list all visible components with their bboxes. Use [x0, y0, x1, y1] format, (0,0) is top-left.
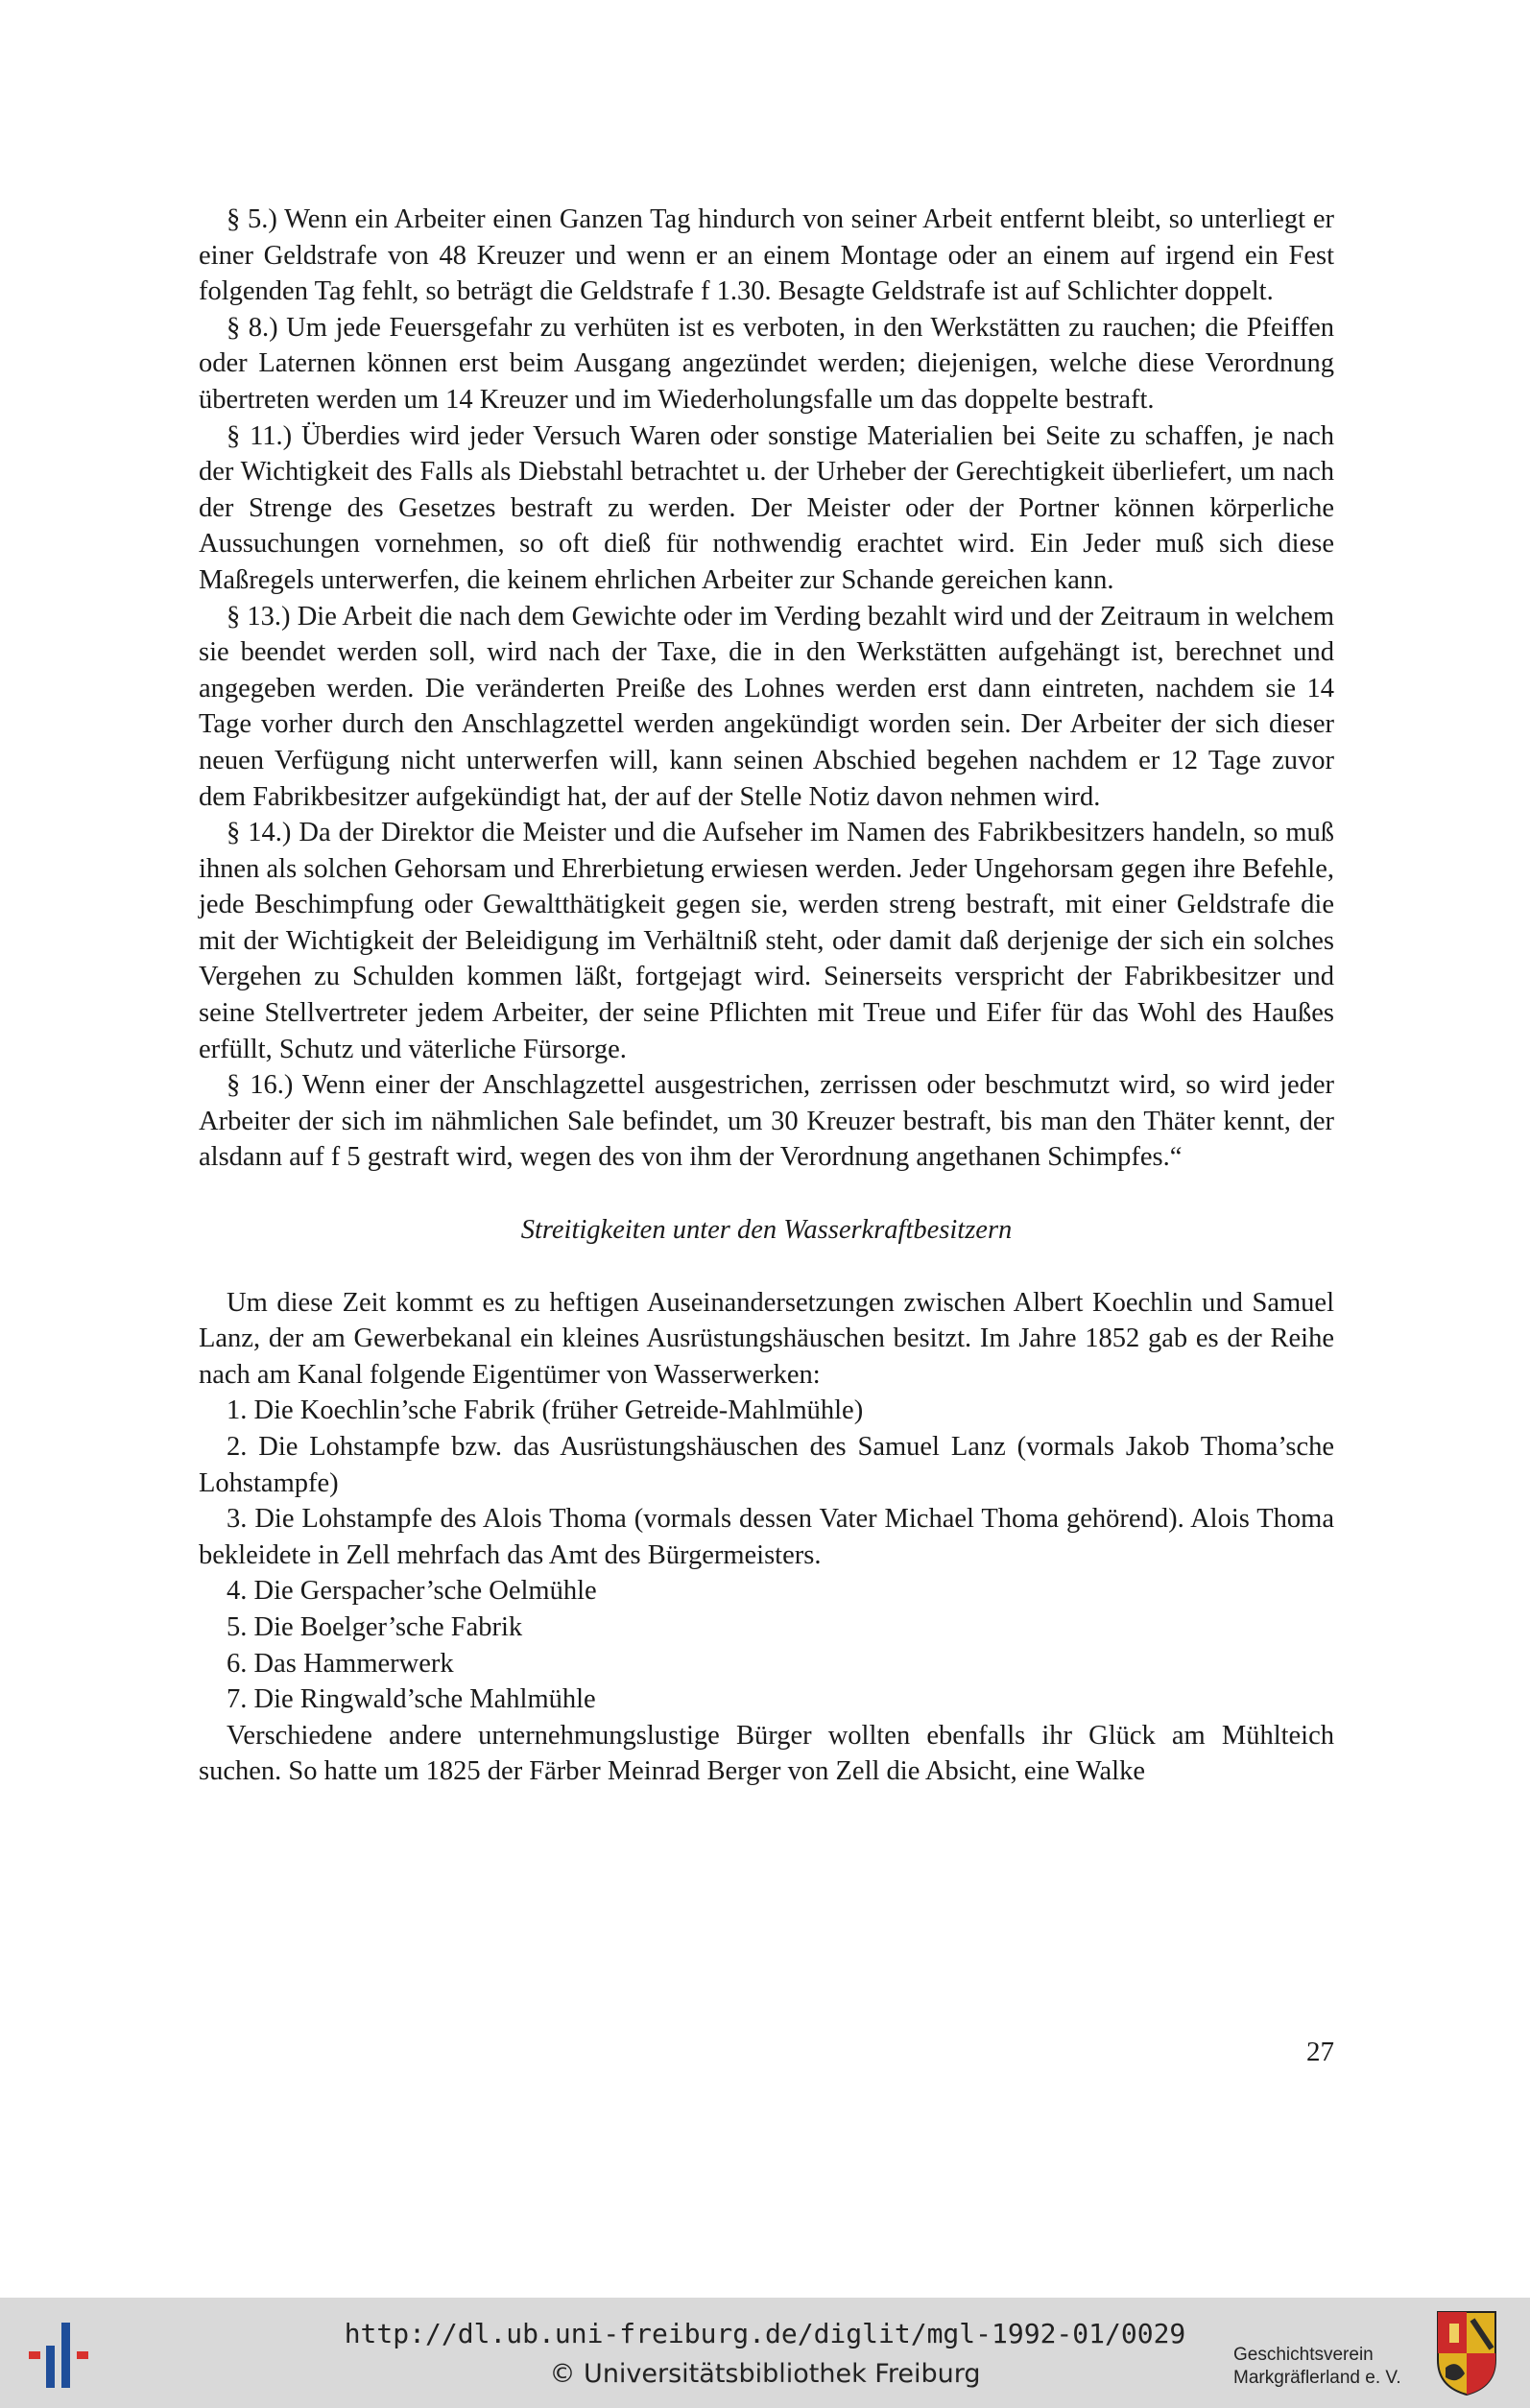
coat-of-arms-icon: [1436, 2310, 1497, 2396]
list-item: 4. Die Gerspacher’sche Oelmühle: [227, 1576, 597, 1607]
list-item: 7. Die Ringwald’sche Mahlmühle: [227, 1684, 596, 1715]
footer-bar: [0, 2298, 1530, 2408]
list-item: 2. Die Lohstampfe bzw. das Ausrüstungshäuschen des Samuel Lanz (vormals Jakob Thoma’sche Lohstampfe): [199, 1432, 1334, 1498]
paragraph-5: § 5.) Wenn ein Arbeiter einen Ganzen Tag hindurch von seiner Arbeit entfernt bleibt, so unterliegt er einer Geldstrafe von 48 Kreuzer und wenn er an einem Montage oder an einem auf irgend ein Fest folgenden Tag fehlt, so beträgt die Geldstrafe f 1.30. Besagte Geldstrafe ist auf Schlichter doppelt.: [199, 204, 1334, 307]
paragraph-16: § 16.) Wenn einer der Anschlagzettel ausgestrichen, zerrissen oder beschmutzt wird, so wird jeder Arbeiter der sich im nähmlichen Sale befindet, um 30 Kreuzer bestraft, bis man den Thäter kennt, der alsdann auf f 5 gestraft wird, wegen des von ihm der Verordnung angethanen Schimpfes.“: [199, 1070, 1334, 1173]
society-name: [1233, 2344, 1416, 2390]
copyright-text: © Universitätsbibliothek Freiburg: [549, 2359, 981, 2389]
society-name-line1: Geschichtsverein: [1233, 2345, 1374, 2365]
paragraph-8: § 8.) Um jede Feuersgefahr zu verhüten ist es verboten, in den Werkstätten zu rauchen; die Pfeiffen oder Laternen können erst beim Ausgang angezündet werden; diejenigen, welche diese Verordnung übertreten werden um 14 Kreuzer und im Wiederholungsfalle um das doppelte bestraft.: [199, 312, 1334, 415]
closing-paragraph: Verschiedene andere unternehmungslustige Bürger wollten ebenfalls ihr Glück am Mühlteich suchen. So hatte um 1825 der Färber Meinrad Berger von Zell die Absicht, eine Walke: [199, 1720, 1334, 1787]
paragraph-14: § 14.) Da der Direktor die Meister und die Aufseher im Namen des Fabrikbesitzers handeln, so muß ihnen als solchen Gehorsam und Ehrerbietung erwiesen werden. Jeder Ungehorsam gegen ihre Befehle, jede Beschimpfung oder Gewaltthätigkeit gegen sie, werden streng bestraft, mit einer Geldstrafe die mit der Wichtigkeit der Beleidigung im Verhältniß steht, oder damit daß derjenige der sich ein solches Vergehen zu Schulden kommen läßt, fortgejagt wird. Seinerseits verspricht der Fabrikbesitzer und seine Stellvertreter jedem Arbeiter, der seine Pflichten mit Treue und Eifer für das Wohl des Haußes erfüllt, Schutz und väterliche Fürsorge.: [199, 818, 1334, 1064]
list-item: 6. Das Hammerwerk: [227, 1648, 454, 1679]
list-item: 5. Die Boelger’sche Fabrik: [227, 1611, 523, 1642]
list-item: 3. Die Lohstampfe des Alois Thoma (vormals dessen Vater Michael Thoma gehörend). Alois Thoma bekleidete in Zell mehrfach das Amt des Bürgermeisters.: [199, 1504, 1334, 1570]
list-item: 1. Die Koechlin’sche Fabrik (früher Getreide-Mahlmühle): [227, 1395, 864, 1426]
paragraph-11: § 11.) Überdies wird jeder Versuch Waren oder sonstige Materialien bei Seite zu schaffen, je nach der Wichtigkeit des Falls als Diebstahl betrachtet u. der Urheber der Gerechtigkeit überliefert, um nach der Strenge des Gesetzes bestraft zu werden. Der Meister oder der Portner können körperliche Aussuchungen vornehmen, so oft dieß für nothwendig erachtet wird. Ein Jeder muß sich diese Maßregels unterwerfen, die keinem ehrlichen Arbeiter zur Schande gereichen kann.: [199, 420, 1334, 595]
paragraph-13: § 13.) Die Arbeit die nach dem Gewichte oder im Verding bezahlt wird und der Zeitraum in welchem sie beendet werden soll, wird nach der Taxe, die in den Werkstätten aufgehängt ist, berechnet und angegeben werden. Die veränderten Preiße des Lohnes werden erst dann eintreten, nachdem sie 14 Tage vorher durch den Anschlagzettel werden angekündigt worden sein. Der Arbeiter der sich dieser neuen Verfügung nicht unterwerfen will, kann seinen Abschied begehen nachdem er 12 Tage zuvor dem Fabrikbesitzer aufgekündigt hat, der auf der Stelle Notiz davon nehmen wird.: [199, 601, 1334, 812]
intro-paragraph: Um diese Zeit kommt es zu heftigen Auseinandersetzungen zwischen Albert Koechlin und Samuel Lanz, der am Gewerbekanal ein kleines Ausrüstungshäuschen besitzt. Im Jahre 1852 gab es der Reihe nach am Kanal folgende Eigentümer von Wasserwerken:: [199, 1287, 1334, 1390]
society-name-line2: Markgräflerland e. V.: [1233, 2368, 1401, 2388]
section-heading: Streitigkeiten unter den Wasserkraftbesitzern: [520, 1215, 1013, 1246]
page-number: 27: [1306, 2037, 1334, 2067]
permalink-url[interactable]: http://dl.ub.uni-freiburg.de/diglit/mgl-1992-01/0029: [344, 2318, 1186, 2349]
page-body: [199, 202, 1334, 1790]
